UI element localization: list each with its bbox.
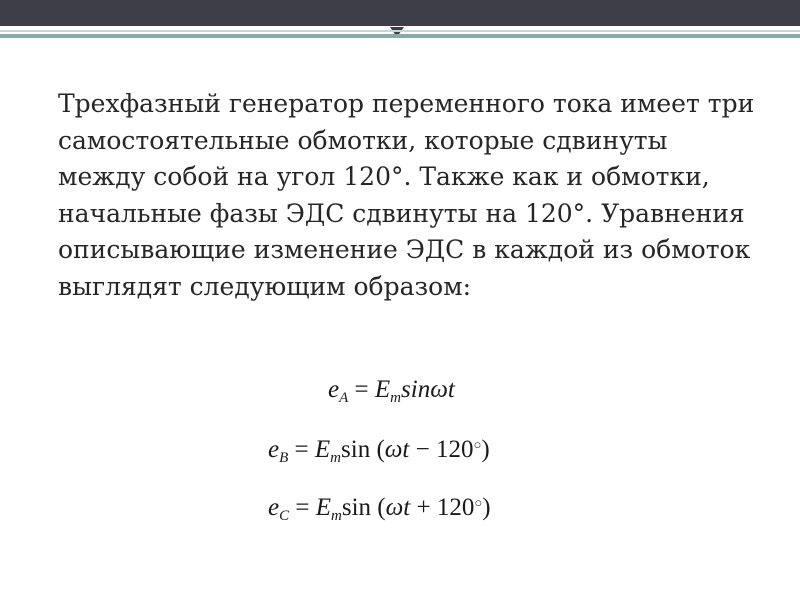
accent-line [0, 34, 800, 38]
formula-ea: $e_A = E_m\sin\omega t$ [328, 376, 455, 406]
formula-eb: $e_B = E_m\sin$ (ωt − 120○) [268, 436, 490, 466]
body-text: Трехфазный генератор переменного тока имеет три самостоятельные обмотки, которые сдвинуты между собой на угол 120°. Также как и обмотки, начальные фазы ЭДС сдвинуты на 120°. Уравнения описывающие изменение ЭДС в каждой из обмоток выглядят следующим образом: [58, 89, 755, 301]
formula-ec: $e_C = E_m\sin$ (ωt + 120○) [268, 494, 491, 524]
accent-line-thin [0, 30, 800, 32]
header-band [0, 0, 800, 26]
